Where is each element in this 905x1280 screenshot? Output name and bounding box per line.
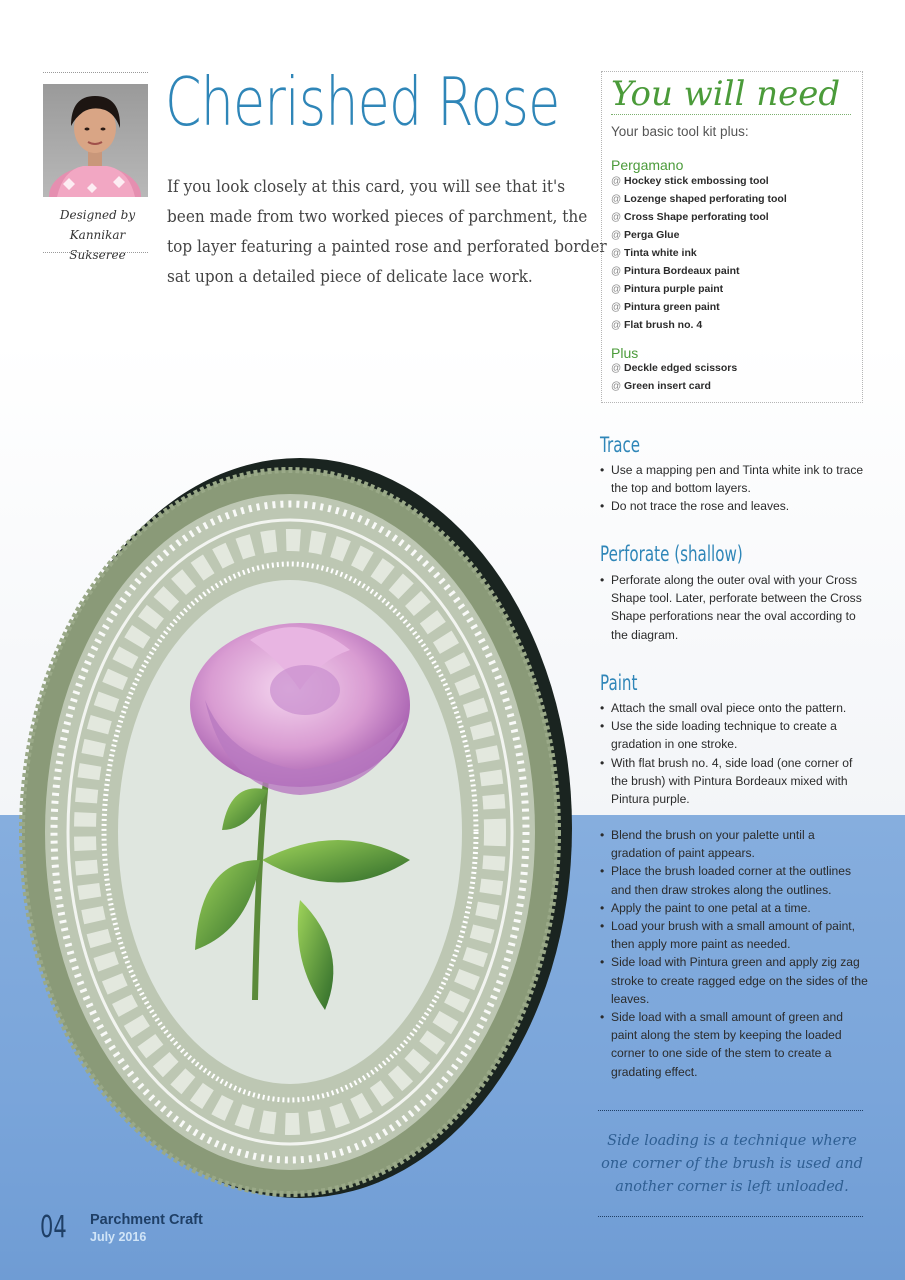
list-item: @ Pintura Bordeaux paint — [611, 262, 861, 280]
list-item: @ Lozenge shaped perforating tool — [611, 190, 861, 208]
intro-line: top layer featuring a painted rose and perforated border — [167, 237, 607, 257]
list-item: @ Deckle edged scissors — [611, 359, 861, 377]
paint-steps — [600, 699, 868, 808]
section-heading-paint: Paint — [600, 671, 638, 695]
trace-steps — [600, 461, 868, 516]
at-bullet-icon: @ — [611, 230, 622, 241]
list-item: • With flat brush no. 4, side load (one corner of the brush) with Pintura Bordeaux mixed with Pintura purple. — [600, 754, 868, 809]
list-item: • Apply the paint to one petal at a time. — [600, 899, 868, 917]
at-bullet-icon: @ — [611, 302, 622, 313]
tip-top-rule — [598, 1110, 863, 1111]
intro-line: sat upon a detailed piece of delicate lace work. — [167, 267, 533, 287]
list-item: • Load your brush with a small amount of paint, then apply more paint as needed. — [600, 917, 868, 953]
at-bullet-icon: @ — [611, 266, 622, 277]
list-item: • Side load with a small amount of green and paint along the stem by keeping the loaded corner to one side of the stem to create a gradating effect. — [600, 1008, 868, 1081]
list-item: @ Tinta white ink — [611, 244, 861, 262]
side-loading-tip — [598, 1130, 866, 1199]
list-item: @ Perga Glue — [611, 226, 861, 244]
perforate-steps — [600, 571, 868, 644]
article-title: Cherished Rose — [165, 63, 560, 141]
list-item: @ Hockey stick embossing tool — [611, 172, 861, 190]
at-bullet-icon: @ — [611, 320, 622, 331]
tip-bottom-rule — [598, 1216, 863, 1217]
list-item: • Use the side loading technique to create a gradation in one stroke. — [600, 717, 868, 753]
list-item: @ Flat brush no. 4 — [611, 316, 861, 334]
at-bullet-icon: @ — [611, 284, 622, 295]
at-bullet-icon: @ — [611, 363, 622, 374]
paint-steps-continued — [600, 826, 868, 1081]
tip-line: another corner is left unloaded. — [615, 1179, 849, 1195]
rose-center — [270, 665, 340, 715]
list-item: @ Green insert card — [611, 377, 861, 395]
list-item: @ Pintura green paint — [611, 298, 861, 316]
page-number: 04 — [40, 1210, 67, 1245]
tip-line: Side loading is a technique where — [607, 1133, 857, 1149]
list-item: • Use a mapping pen and Tinta white ink to trace the top and bottom layers. — [600, 461, 868, 497]
tip-line: one corner of the brush is used and — [601, 1156, 863, 1172]
list-item: • Perforate along the outer oval with your Cross Shape tool. Later, perforate between the Cross Shape perforations near the oval according to the diagram. — [600, 571, 868, 644]
section-heading-perforate: Perforate (shallow) — [600, 542, 743, 566]
at-bullet-icon: @ — [611, 381, 622, 392]
section-heading-trace: Trace — [600, 433, 641, 457]
list-item: • Blend the brush on your palette until a gradation of paint appears. — [600, 826, 868, 862]
group-heading-pergamano: Pergamano — [611, 157, 684, 173]
at-bullet-icon: @ — [611, 176, 622, 187]
at-bullet-icon: @ — [611, 194, 622, 205]
list-item: • Attach the small oval piece onto the pattern. — [600, 699, 868, 717]
designed-by-label: Designed by — [59, 208, 136, 222]
intro-line: been made from two worked pieces of parchment, the — [167, 207, 588, 227]
intro-line: If you look closely at this card, you will see that it's — [167, 177, 566, 197]
list-item: @ Pintura purple paint — [611, 280, 861, 298]
you-will-need-title: You will need — [611, 74, 841, 114]
magazine-name: Parchment Craft — [90, 1212, 203, 1228]
at-bullet-icon: @ — [611, 248, 622, 259]
designer-name: Kannikar Sukseree — [69, 228, 126, 262]
list-item: • Place the brush loaded corner at the outlines and then draw strokes along the outlines. — [600, 862, 868, 898]
group-heading-plus: Plus — [611, 345, 639, 361]
list-item: @ Cross Shape perforating tool — [611, 208, 861, 226]
list-item: • Do not trace the rose and leaves. — [600, 497, 868, 515]
issue-date: July 2016 — [90, 1230, 147, 1244]
at-bullet-icon: @ — [611, 212, 622, 223]
tool-kit-subtitle: Your basic tool kit plus: — [611, 124, 749, 139]
list-item: • Side load with Pintura green and apply zig zag stroke to create ragged edge on the sides of the leaves. — [600, 953, 868, 1008]
